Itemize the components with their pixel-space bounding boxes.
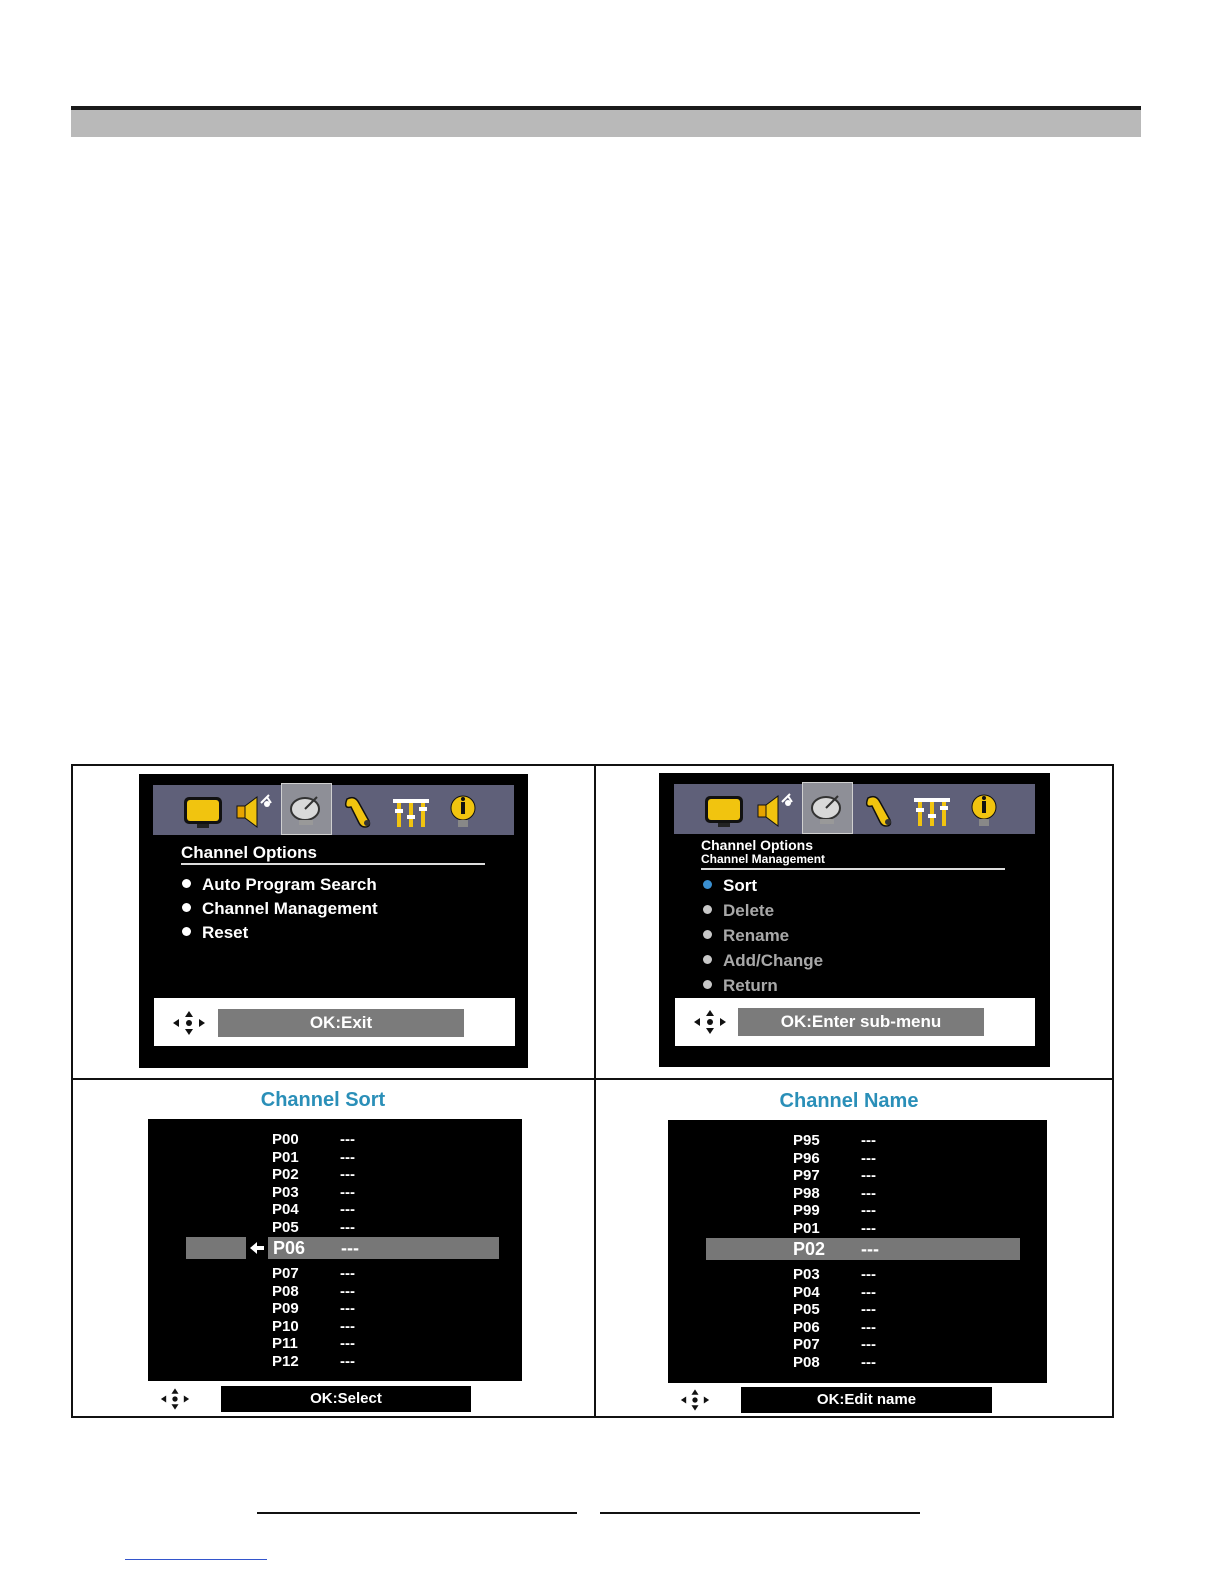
lightbulb-info-icon[interactable] bbox=[962, 790, 1006, 830]
list-item[interactable]: P04 --- bbox=[793, 1284, 876, 1301]
menu-item-delete[interactable]: Delete bbox=[703, 901, 774, 921]
list-item[interactable]: P03 --- bbox=[793, 1266, 876, 1283]
ok-edit-name-button[interactable]: OK:Edit name bbox=[741, 1387, 992, 1413]
list-item[interactable]: P07 --- bbox=[793, 1336, 876, 1353]
list-item[interactable]: P12 --- bbox=[272, 1353, 355, 1370]
menu-item-sort[interactable]: Sort bbox=[703, 876, 757, 896]
selected-list-item[interactable]: P02 --- bbox=[793, 1239, 879, 1259]
list-item[interactable]: P99 --- bbox=[793, 1202, 876, 1219]
move-slot-box bbox=[186, 1237, 246, 1259]
satellite-dish-icon[interactable] bbox=[806, 790, 850, 830]
list-item[interactable]: P08 --- bbox=[272, 1283, 355, 1300]
lightbulb-info-icon[interactable] bbox=[441, 791, 485, 831]
tv-picture-icon[interactable] bbox=[181, 791, 225, 831]
menu-icon-bar bbox=[674, 784, 1035, 834]
nav-arrows-icon bbox=[160, 1385, 190, 1413]
ok-select-button[interactable]: OK:Select bbox=[221, 1386, 471, 1412]
arrow-left-icon bbox=[249, 1240, 265, 1256]
footer-link-underline bbox=[125, 1559, 267, 1560]
tv-picture-icon[interactable] bbox=[702, 790, 746, 830]
list-item[interactable]: P95 --- bbox=[793, 1132, 876, 1149]
menu-footer bbox=[154, 998, 515, 1046]
menu-item-add-change[interactable]: Add/Change bbox=[703, 951, 823, 971]
nav-arrows-icon bbox=[680, 1386, 710, 1414]
menu-item-rename[interactable]: Rename bbox=[703, 926, 789, 946]
menu-item-channel-management[interactable]: Channel Management bbox=[182, 899, 378, 919]
menu-footer bbox=[675, 998, 1035, 1046]
sliders-function-icon[interactable] bbox=[389, 791, 433, 831]
ok-enter-submenu-button[interactable]: OK:Enter sub-menu bbox=[738, 1008, 984, 1036]
list-item[interactable]: P01 --- bbox=[793, 1220, 876, 1237]
list-item[interactable]: P06 --- bbox=[793, 1319, 876, 1336]
menu-item-return[interactable]: Return bbox=[703, 976, 778, 996]
list-item[interactable]: P01 --- bbox=[272, 1149, 355, 1166]
wrench-setup-icon[interactable] bbox=[858, 790, 902, 830]
menu-title: Channel Options bbox=[181, 843, 317, 862]
menu-item-auto-program-search[interactable]: Auto Program Search bbox=[182, 875, 377, 895]
channel-management-screen bbox=[659, 773, 1050, 1067]
footer-rule-right bbox=[600, 1512, 920, 1514]
title-rule bbox=[181, 863, 485, 865]
section-header-band bbox=[71, 110, 1141, 137]
menu-subtitle: Channel Management bbox=[701, 852, 826, 866]
list-item[interactable]: P09 --- bbox=[272, 1300, 355, 1317]
speaker-sound-icon[interactable] bbox=[233, 791, 277, 831]
channel-sort-title: Channel Sort bbox=[260, 1089, 386, 1111]
menu-icon-bar bbox=[153, 785, 514, 835]
channel-sort-list bbox=[148, 1119, 522, 1381]
list-item[interactable]: P98 --- bbox=[793, 1185, 876, 1202]
footer-rule-left bbox=[257, 1512, 577, 1514]
channel-options-screen bbox=[139, 774, 528, 1068]
title-rule bbox=[701, 868, 1005, 870]
list-item[interactable]: P10 --- bbox=[272, 1318, 355, 1335]
menu-item-reset[interactable]: Reset bbox=[182, 923, 248, 943]
selected-list-item[interactable]: P06 --- bbox=[273, 1238, 359, 1258]
list-item[interactable]: P11 --- bbox=[272, 1335, 355, 1352]
nav-arrows-icon bbox=[693, 1009, 727, 1035]
menu-title: Channel Options bbox=[701, 837, 813, 853]
wrench-setup-icon[interactable] bbox=[337, 791, 381, 831]
satellite-dish-icon[interactable] bbox=[285, 791, 329, 831]
list-item[interactable]: P05 --- bbox=[793, 1301, 876, 1318]
list-item[interactable]: P03 --- bbox=[272, 1184, 355, 1201]
list-item[interactable]: P04 --- bbox=[272, 1201, 355, 1218]
grid-divider-vertical bbox=[594, 766, 596, 1416]
list-item[interactable]: P96 --- bbox=[793, 1150, 876, 1167]
sliders-function-icon[interactable] bbox=[910, 790, 954, 830]
list-item[interactable]: P97 --- bbox=[793, 1167, 876, 1184]
speaker-sound-icon[interactable] bbox=[754, 790, 798, 830]
channel-name-list bbox=[668, 1120, 1047, 1383]
list-item[interactable]: P05 --- bbox=[272, 1219, 355, 1236]
list-item[interactable]: P02 --- bbox=[272, 1166, 355, 1183]
grid-divider-horizontal bbox=[73, 1078, 1112, 1080]
channel-name-title: Channel Name bbox=[779, 1090, 919, 1112]
osd-figure-grid bbox=[71, 764, 1114, 1418]
nav-arrows-icon bbox=[172, 1010, 206, 1036]
list-item[interactable]: P08 --- bbox=[793, 1354, 876, 1371]
ok-exit-button[interactable]: OK:Exit bbox=[218, 1009, 464, 1037]
list-item[interactable]: P07 --- bbox=[272, 1265, 355, 1282]
list-item[interactable]: P00 --- bbox=[272, 1131, 355, 1148]
